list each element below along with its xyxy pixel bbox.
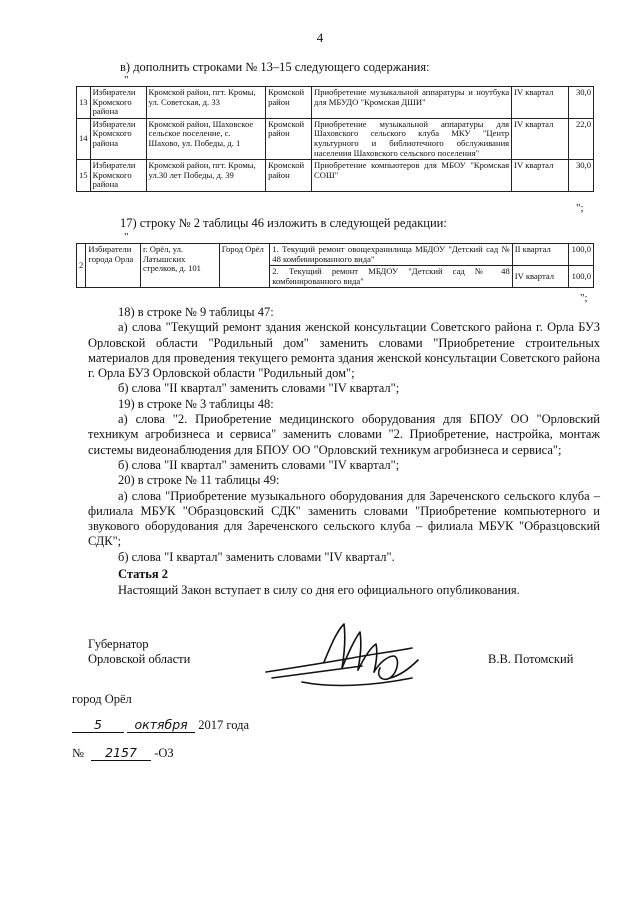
cell-desc: Приобретение компьютеров для МБОУ "Кромская СОШ" [312, 160, 512, 192]
cell-who: Избиратели Кромского района [90, 160, 146, 192]
cell-addr: Кромской район, Шаховское сельское поселение, с. Шахово, ул. Победы, д. 1 [146, 118, 266, 159]
cell-q: IV квартал [512, 118, 569, 159]
row-desc-2: 2. Текущий ремонт МБДОУ "Детский сад № 48 комбинированного вида" [270, 266, 513, 288]
open-quote: " [124, 74, 129, 86]
cell-q: IV квартал [512, 160, 569, 192]
item-19: 19) в строке № 3 таблицы 48: [118, 396, 274, 411]
governor-name: В.В. Потомский [488, 652, 574, 666]
table-row [77, 87, 594, 119]
city: город Орёл [72, 692, 132, 706]
cell-desc: Приобретение музыкальной аппаратуры и ноутбука для МБУДО "Кромская ДШИ" [312, 87, 512, 119]
row-org: Город Орёл [219, 244, 270, 288]
date-line [72, 717, 249, 733]
intro-v: в) дополнить строками № 13–15 следующего содержания: [120, 60, 430, 74]
item-18: 18) в строке № 9 таблицы 47: [118, 305, 274, 319]
date-year: 2017 года [198, 718, 249, 732]
item-19b: б) слова "II квартал" заменить словами "IV квартал"; [118, 457, 400, 472]
table-46-row-2 [76, 243, 594, 288]
number-suffix: -ОЗ [154, 746, 174, 760]
item-20b: б) слова "I квартал" заменить словами "IV квартал". [118, 549, 395, 564]
item-18b: б) слова "II квартал" заменить словами "IV квартал"; [118, 381, 400, 396]
number-prefix: № [72, 746, 84, 760]
item-18a: а) слова "Текущий ремонт здания женской консультации Советского района г. Орла БУЗ Орловской области "Родильный дом" заменить словами "Приобретение строительных материалов для проведения текущего ремонта здания женской консультации Советского района г. Орла БУЗ Орловской области "Родильный дом"; [88, 320, 600, 381]
row-number: 2 [77, 244, 86, 288]
row-address: г. Орёл, ул. Латышских стрелков, д. 101 [140, 244, 219, 288]
cell-desc: Приобретение музыкальной аппаратуры для Шаховского сельского клуба МКУ "Центр культурного и библиотечного обслуживания населения Шаховского сельского поселения" [312, 118, 512, 159]
governor-title-line2: Орловской области [88, 652, 191, 666]
item-17: 17) строку № 2 таблицы 46 изложить в следующей редакции: [120, 216, 447, 230]
cell-org: Кромской район [266, 87, 312, 119]
item-20: 20) в строке № 11 таблицы 49: [118, 473, 280, 488]
row-sum-2: 100,0 [569, 266, 594, 288]
governor-signature [262, 618, 430, 700]
cell-n: 13 [77, 87, 91, 119]
amendments-block [88, 305, 600, 565]
cell-addr: Кромской район, пгт. Кромы, ул.30 лет Победы, д. 39 [146, 160, 266, 192]
table-row [77, 244, 594, 266]
law-number: 2157 [91, 745, 151, 761]
row-sum-1: 100,0 [569, 244, 594, 266]
row-desc-1: 1. Текущий ремонт овощехранилища МБДОУ "Детский сад № 48 комбинированного вида" [270, 244, 513, 266]
page-number: 4 [316, 30, 324, 45]
cell-who: Избиратели Кромского района [90, 87, 146, 119]
open-quote-2: " [124, 231, 129, 243]
cell-org: Кромской район [266, 160, 312, 192]
row-quarter-2: IV квартал [512, 266, 569, 288]
item-20a: а) слова "Приобретение музыкального оборудования для Зареченского сельского клуба – филиала МБУК "Образцовский СДК" заменить словами "Приобретение компьютерного и звукового оборудования для Зареченского сельского клуба – филиала МБУК "Образцовский СДК"; [88, 488, 600, 549]
article-2-text: Настоящий Закон вступает в силу со дня его официального опубликования. [118, 583, 520, 597]
cell-addr: Кромской район, пгт. Кромы, ул. Советская, д. 33 [146, 87, 266, 119]
cell-org: Кромской район [266, 118, 312, 159]
cell-sum: 22,0 [568, 118, 593, 159]
cell-n: 15 [77, 160, 91, 192]
date-day: 5 [72, 717, 124, 733]
item-19a: а) слова "2. Приобретение медицинского оборудования для БПОУ ОО "Орловский техникум агробизнеса и сервиса" заменить словами "2. Приобретение, настройка, монтаж системы видеонаблюдения для БПОУ ОО "Орловский техникум агробизнеса и сервиса"; [88, 412, 600, 457]
date-month: октября [127, 717, 195, 733]
table-rows-13-15 [76, 86, 594, 192]
row-who: Избиратели города Орла [86, 244, 141, 288]
cell-q: IV квартал [512, 87, 569, 119]
cell-n: 14 [77, 118, 91, 159]
row-quarter-1: II квартал [512, 244, 569, 266]
close-quote-2: "; [580, 292, 588, 304]
governor-title-line1: Губернатор [88, 637, 149, 651]
law-number-line [72, 745, 174, 761]
cell-sum: 30,0 [568, 87, 593, 119]
table-row [77, 160, 594, 192]
cell-sum: 30,0 [568, 160, 593, 192]
table-row [77, 118, 594, 159]
close-quote-1: "; [576, 202, 584, 214]
cell-who: Избиратели Кромского района [90, 118, 146, 159]
article-2-title: Статья 2 [118, 567, 168, 581]
